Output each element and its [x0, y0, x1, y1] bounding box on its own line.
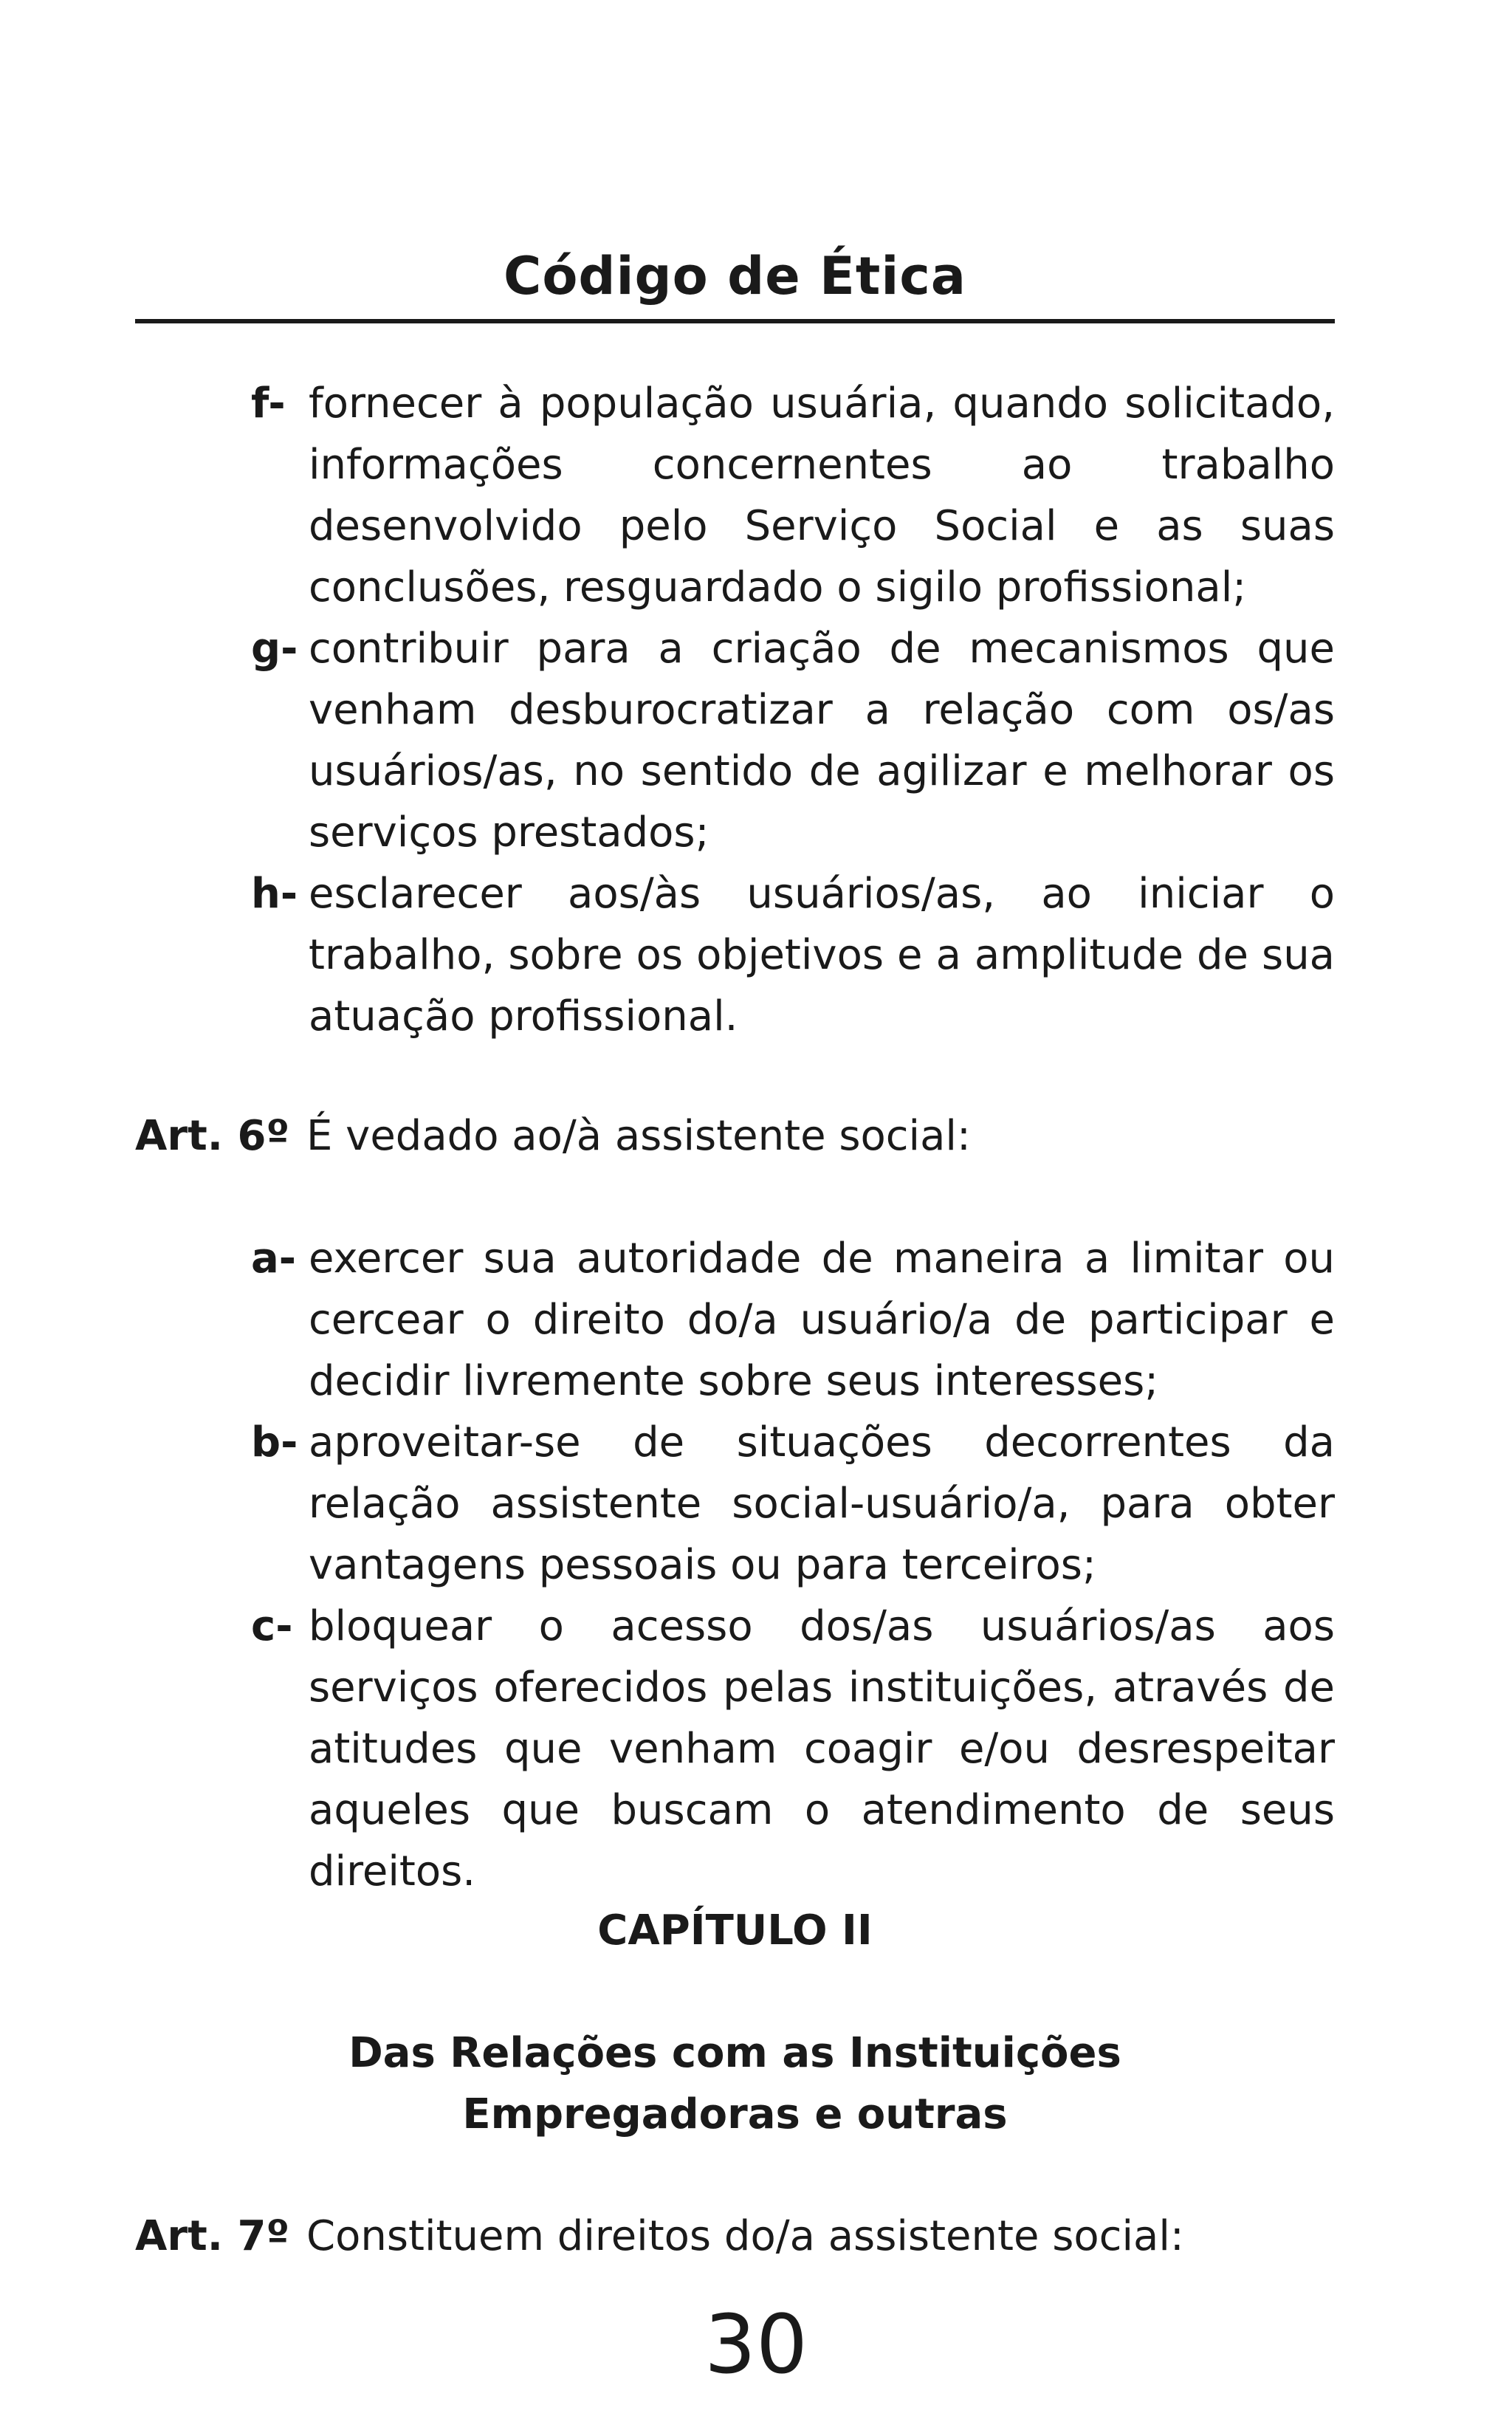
article-text: É vedado ao/à assistente social: [306, 1112, 971, 1160]
item-text: contribuir para a criação de mecanismos que venham desburocratizar a relação com os/as usuários/as, no sentido de agilizar e melhorar os serviços prestados; [309, 625, 1335, 857]
item-marker: h- [251, 870, 298, 918]
chapter-title-line2: Empregadoras e outras [462, 2090, 1008, 2138]
list-item-h [251, 863, 1335, 1047]
item-text: esclarecer aos/às usuários/as, ao iniciar o trabalho, sobre os objetivos e a amplitude de sua atuação profissional. [309, 870, 1335, 1040]
page-header [135, 244, 1335, 323]
header-title: Código de Ética [503, 246, 967, 306]
list-item-c [251, 1596, 1335, 1902]
item-marker: b- [251, 1418, 298, 1466]
article-text: Constituem direitos do/a assistente social: [306, 2212, 1184, 2260]
chapter-title-line1: Das Relações com as Instituições [348, 2029, 1121, 2077]
item-text: bloquear o acesso dos/as usuários/as aos serviços oferecidos pelas instituições, através de atitudes que venham coagir e/ou desrespeitar aqueles que buscam o atendimento de seus direitos. [309, 1602, 1335, 1895]
item-marker: c- [251, 1602, 293, 1650]
list-abc [251, 1228, 1335, 1902]
item-text: fornecer à população usuária, quando solicitado, informações concernentes ao trabalho desenvolvido pelo Serviço Social e as suas conclusões, resguardado o sigilo profissional; [309, 380, 1335, 611]
item-marker: g- [251, 625, 298, 673]
chapter-label: CAPÍTULO II [597, 1907, 873, 1955]
list-item-b [251, 1412, 1335, 1596]
list-item-g [251, 618, 1335, 863]
item-text: exercer sua autoridade de maneira a limitar ou cercear o direito do/a usuário/a de participar e decidir livremente sobre seus interesses; [309, 1235, 1335, 1405]
list-item-f [251, 373, 1335, 618]
item-marker: f- [251, 380, 286, 428]
list-item-a [251, 1228, 1335, 1412]
item-text: aproveitar-se de situações decorrentes da relação assistente social-usuário/a, para obter vantagens pessoais ou para terceiros; [309, 1418, 1335, 1589]
article-label: Art. 6º [135, 1112, 290, 1160]
article-label: Art. 7º [135, 2212, 290, 2260]
item-marker: a- [251, 1235, 297, 1283]
page-number: 30 [704, 2297, 808, 2392]
list-fgh [251, 373, 1335, 1047]
